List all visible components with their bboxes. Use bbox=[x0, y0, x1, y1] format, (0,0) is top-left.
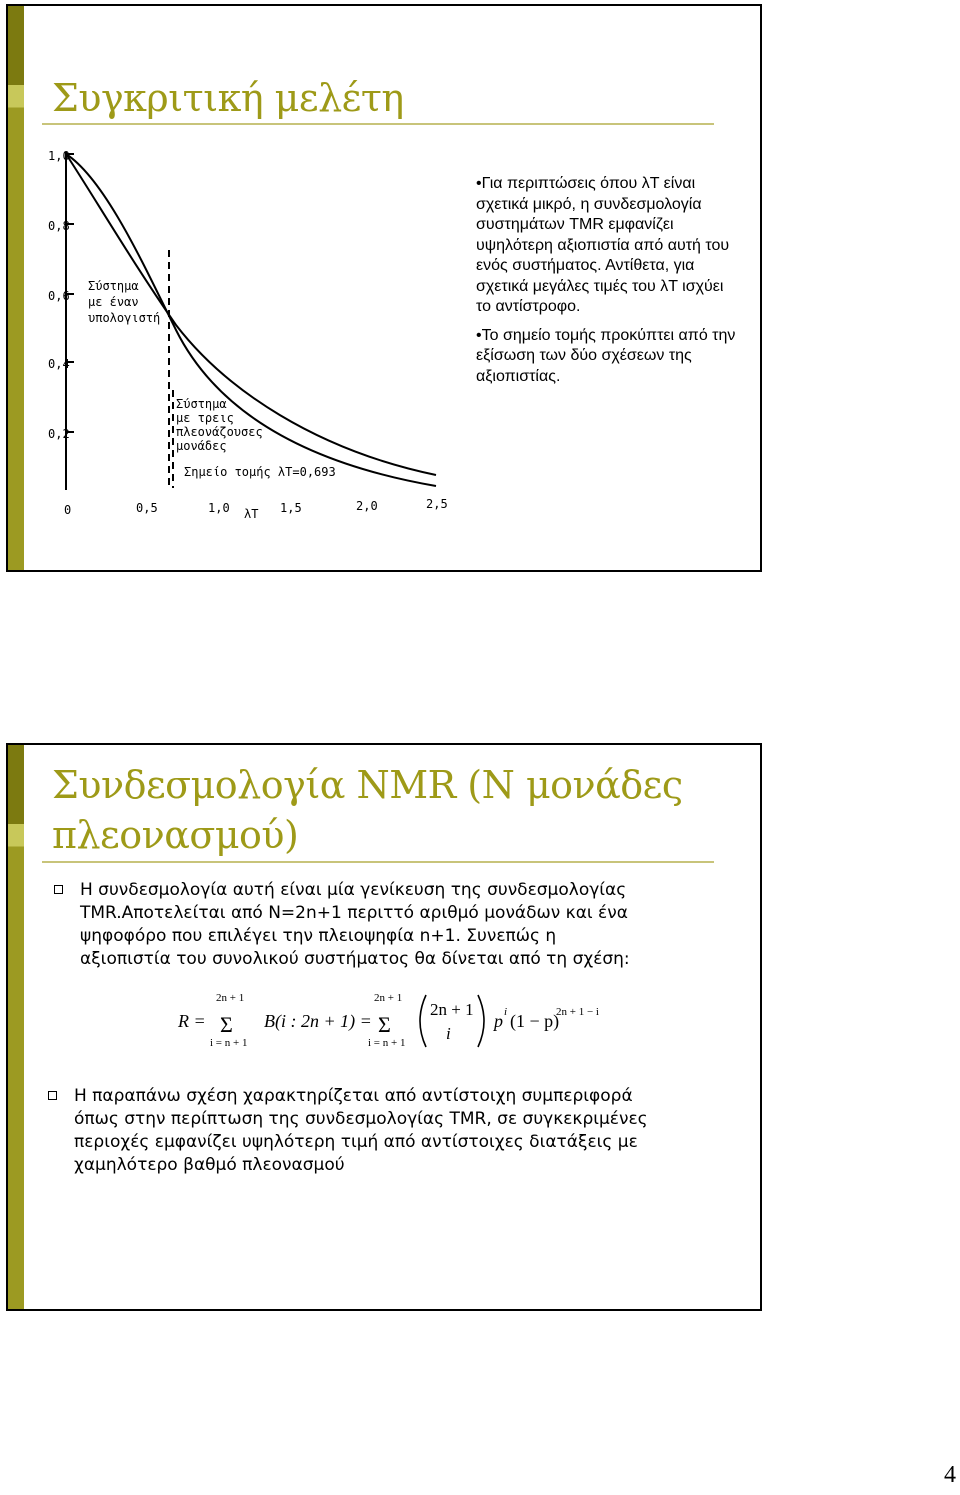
svg-text:μονάδες: μονάδες bbox=[176, 439, 227, 453]
summation-icon: Σ bbox=[220, 1012, 233, 1037]
bullet-2: Η παραπάνω σχέση χαρακτηρίζεται από αντίστοιχη συμπεριφορά όπως στην περίπτωση της συνδεσμολογίας TMR, σε συγκεκριμένες περιοχές εμφανίζει υψηλότερη τιμή από αντίστοιχες διατάξεις με χαμηλότερο βαθμό πλεονασμού bbox=[44, 1085, 734, 1177]
svg-text:2n + 1: 2n + 1 bbox=[430, 1000, 474, 1019]
slide-notes bbox=[476, 174, 736, 387]
y-tick: 0 bbox=[64, 503, 72, 517]
x-tick: 0,5 bbox=[136, 501, 158, 515]
y-tick: 0,2 bbox=[48, 427, 70, 441]
svg-text:2n + 1 − i: 2n + 1 − i bbox=[556, 1006, 599, 1018]
svg-text:2n + 1: 2n + 1 bbox=[374, 992, 403, 1004]
y-tick: 1,0 bbox=[48, 149, 70, 163]
slide-title-line: Συνδεσμολογία NMR (N μονάδες bbox=[52, 763, 683, 807]
binomial-right-paren bbox=[478, 995, 484, 1047]
svg-text:B(i : 2n + 1) =: B(i : 2n + 1) = bbox=[264, 1011, 372, 1031]
svg-text:με τρεις: με τρεις bbox=[176, 411, 234, 425]
y-tick: 0,8 bbox=[48, 219, 70, 233]
svg-text:με έναν: με έναν bbox=[88, 295, 139, 309]
svg-text:i = n + 1: i = n + 1 bbox=[210, 1037, 248, 1049]
x-tick: 1,0 bbox=[208, 501, 230, 515]
reliability-chart bbox=[36, 140, 456, 520]
intersection-label: Σημείο τομής λT=0,693 bbox=[184, 465, 336, 479]
y-tick: 0,6 bbox=[48, 289, 70, 303]
y-tick: 0,4 bbox=[48, 357, 70, 371]
note-paragraph: •Για περιπτώσεις όπου λT είναι σχετικά μικρό, η συνδεσμολογία συστημάτων TMR εμφανίζει υψηλότερη αξιοπιστία από αυτή του ενός συστήματος. Αντίθετα, για σχετικά μεγάλες τιμές του λT ισχύει το αντίστροφο. bbox=[476, 175, 730, 315]
x-tick: 1,5 bbox=[280, 501, 302, 515]
bullet-1: Η συνδεσμολογία αυτή είναι μία γενίκευση της συνδεσμολογίας TMR.Αποτελείται από N=2n+1 περιττό αριθμό μονάδων και ένα ψηφοφόρο που επιλέγει την πλειοψηφία n+1. Συνεπώς η αξιοπιστία του συνολικού συστήματος θα δίνεται από τη σχέση: bbox=[50, 879, 730, 971]
slide-nmr bbox=[6, 743, 762, 1311]
svg-text:υπολογιστή: υπολογιστή bbox=[88, 311, 161, 325]
slide-title-line: πλεονασμού) bbox=[52, 813, 299, 857]
svg-text:i: i bbox=[446, 1024, 451, 1043]
binomial-left-paren bbox=[420, 995, 426, 1047]
title-rule bbox=[42, 123, 714, 125]
slide-side-bar bbox=[8, 6, 24, 570]
summation-icon: Σ bbox=[378, 1012, 391, 1037]
svg-text:i = n + 1: i = n + 1 bbox=[368, 1037, 406, 1049]
square-bullet-icon bbox=[48, 1091, 57, 1100]
single-system-label: Σύστημα bbox=[88, 279, 139, 293]
svg-text:p: p bbox=[494, 1011, 503, 1031]
x-axis-label: λT bbox=[244, 507, 259, 520]
svg-text:(1 − p): (1 − p) bbox=[510, 1011, 560, 1031]
svg-text:πλεονάζουσες: πλεονάζουσες bbox=[176, 425, 263, 439]
slide-title: Συγκριτική μελέτη bbox=[52, 76, 404, 120]
slide-comparative-study bbox=[6, 4, 762, 572]
x-tick: 2,5 bbox=[426, 497, 448, 511]
nmr-reliability-formula bbox=[174, 991, 624, 1051]
svg-text:R =: R = bbox=[178, 1011, 206, 1031]
tmr-system-label: Σύστημα bbox=[176, 397, 227, 411]
x-tick: 2,0 bbox=[356, 499, 378, 513]
page-number: 4 bbox=[944, 1462, 956, 1488]
note-paragraph: •Το σημείο τομής προκύπτει από την εξίσωση των δύο σχέσεων της αξιοπιστίας. bbox=[476, 326, 736, 385]
slide-side-bar bbox=[8, 745, 24, 1309]
svg-text:i: i bbox=[504, 1006, 508, 1018]
title-rule bbox=[42, 861, 714, 863]
svg-text:2n + 1: 2n + 1 bbox=[216, 992, 245, 1004]
square-bullet-icon bbox=[54, 885, 63, 894]
